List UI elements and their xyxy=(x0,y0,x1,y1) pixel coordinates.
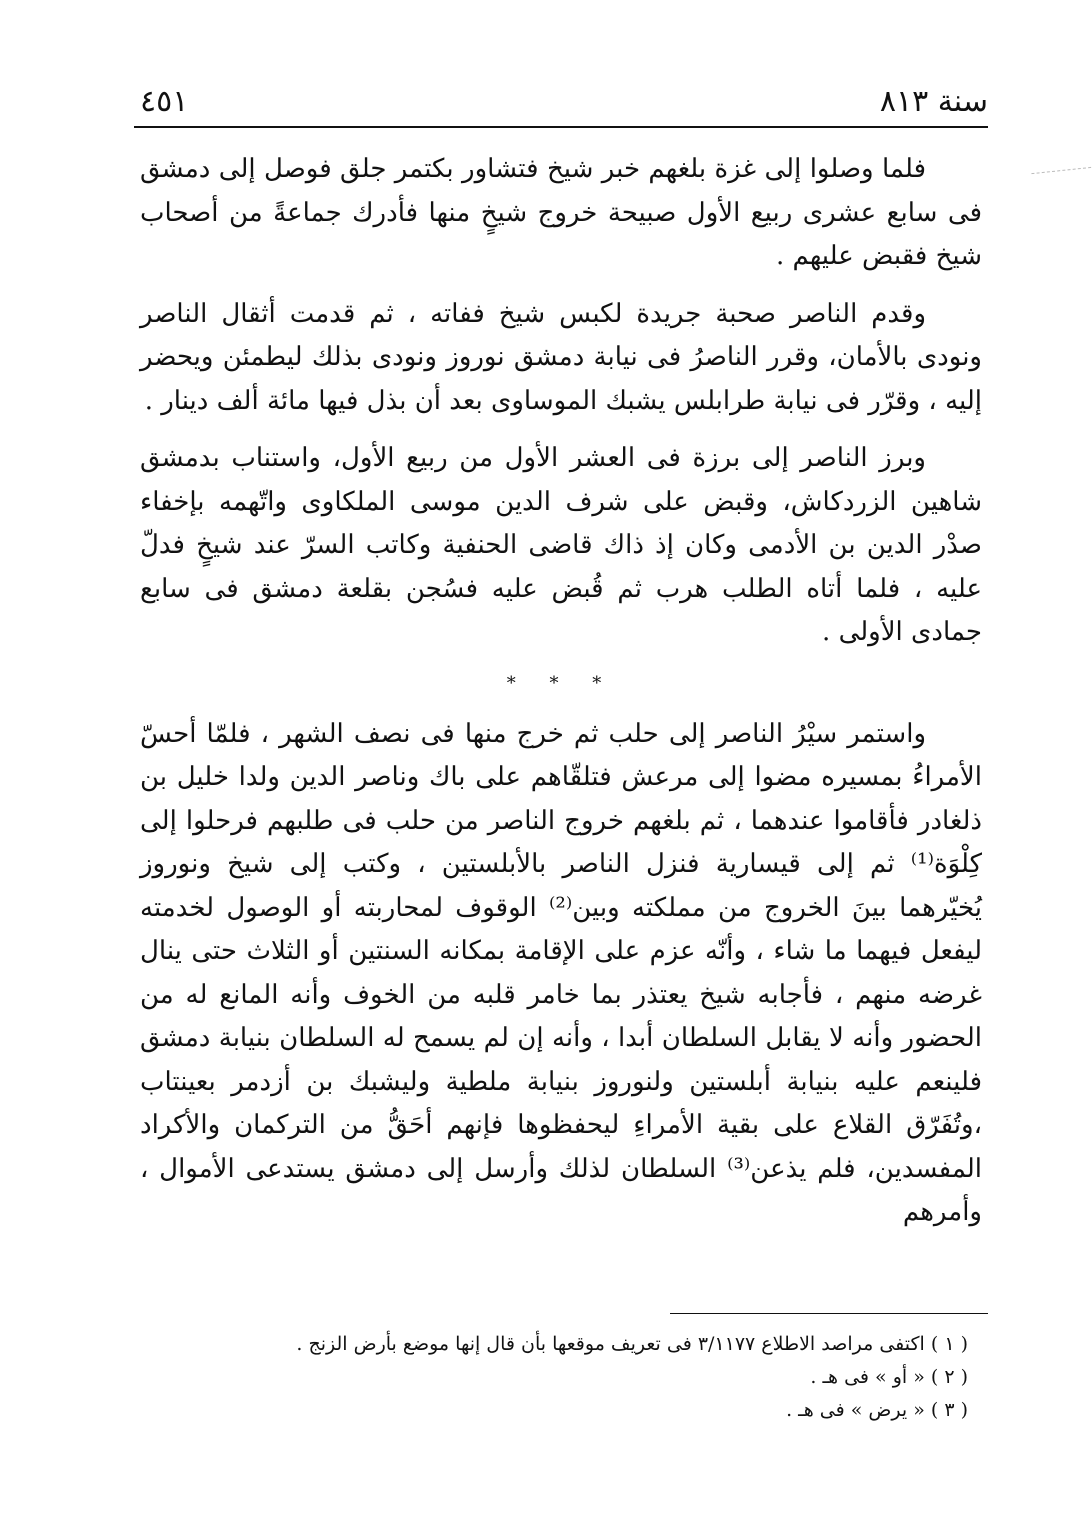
footnotes xyxy=(140,1328,982,1427)
footnote-3: ( ٣ ) « يرض » فى هـ . xyxy=(786,1399,968,1421)
paragraph: فلما وصلوا إلى غزة بلغهم خبر شيخ فتشاور بكتمر جلق فوصل إلى دمشق فى سابع عشرى ربيع الأول صبيحة خروج شيخٍ منها فأدرك جماعةً من أصحاب شيخ فقبض عليهم . xyxy=(140,154,982,271)
footnote-rule xyxy=(670,1313,988,1314)
paragraph: وبرز الناصر إلى برزة فى العشر الأول من ربيع الأول، واستناب بدمشق شاهين الزردكاش، وقبض على شرف الدين موسى الملكاوى واتّهمه بإخفاء صدْر الدين بن الأدمى وكان إذ ذاك قاضى الحنفية وكاتب السرّ عند شيخٍ فدلّ عليه ، فلما أتاه الطلب هرب ثم قُبض عليه فسُجن بقلعة دمشق فى سابع جمادى الأولى . xyxy=(140,443,982,647)
margin-pencil-mark xyxy=(1031,167,1092,188)
footnote-2: ( ٢ ) « أو » فى هـ . xyxy=(810,1366,968,1388)
paragraph: وقدم الناصر صحبة جريدة لكبس شيخ ففاته ، ثم قدمت أثقال الناصر ونودى بالأمان، وقرر الناصرُ فى نيابة دمشق نوروز ونودى بذلك ليطمئن ويحضر إليه ، وقرّر فى نيابة طرابلس يشبك الموساوى بعد أن بذل فيها مائة ألف دينار . xyxy=(140,298,982,416)
page-header xyxy=(140,82,988,126)
running-header-year: سنة ٨١٣ xyxy=(879,84,988,119)
section-separator: * * * xyxy=(506,672,616,694)
header-rule xyxy=(134,126,988,128)
page-number: ٤٥١ xyxy=(140,84,189,119)
main-text xyxy=(140,148,982,1249)
footnote-1: ( ١ ) اكتفى مراصد الاطلاع ٣/١١٧٧ فى تعريف موقعها بأن قال إنها موضع بأرض الزنج . xyxy=(296,1333,968,1355)
paragraph: واستمر سيْرُ الناصر إلى حلب ثم خرج منها فى نصف الشهر ، فلمّا أحسّ الأمراءُ بمسيره مضوا إلى مرعش فتلقّاهم على باك وناصر الدين ولدا خليل بن ذلغادر فأقاموا عندهما ، ثم بلغهم خروج الناصر من حلب فى طلبهم فرحلوا إلى كِلْوَة⁽¹⁾ ثم إلى قيسارية فنزل الناصر بالأبلستين ، وكتب إلى شيخ ونوروز يُخيّرهما بينَ الخروج من مملكته وبين⁽²⁾ الوقوف لمحاربته أو الوصول لخدمته ليفعل فيهما ما شاء ، وأنّه عزم على الإقامة بمكانه السنتين أو الثلاث حتى ينال غرضه منهم ، فأجابه شيخ يعتذر بما خامر قلبه من الخوف وأنه المانع له من الحضور وأنه لا يقابل السلطان أبدا ، وأنه إن لم يسمح له السلطان بنيابة دمشق فلينعم عليه بنيابة أبلستين ولنوروز بنيابة ملطية وليشبك بن أزدمر بعينتاب ،وتُفَرّق القلاع على بقية الأمراءِ ليحفظوها فإنهم أحَقُّ من التركمان والأكراد المفسدين، فلم يذعن⁽³⁾ السلطان لذلك وأرسل إلى دمشق يستدعى الأموال ، وأمرهم xyxy=(140,718,982,1227)
